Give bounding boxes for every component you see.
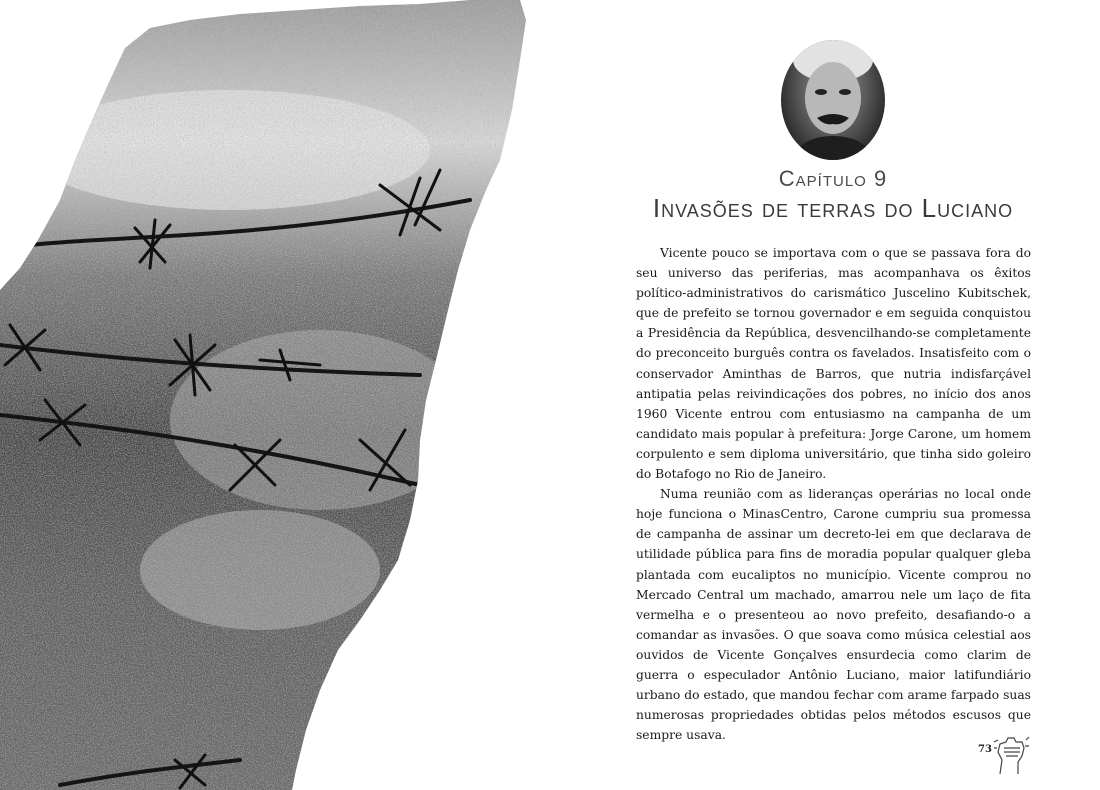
page-number: 73 [978, 744, 992, 755]
chapter-label: Capítulo 9 [778, 166, 888, 191]
paragraph: Numa reunião com as lideranças operárias no local onde hoje funciona o MinasCentro, Carone cumpriu sua promessa de campanha de assinar um decreto-lei em que declarava de utilidade pública para fins de moradia popular qualquer gleba plantada com eucaliptos no município. Vicente comprou no Mercado Central um machado, amarrou nele um laço de fita vermelha e o presenteou ao novo prefeito, desafiando-o a comandar as invasões. O que soava como música celestial aos ouvidos de Vicente Gonçalves ensurdecia como clarim de guerra o especulador Antônio Luciano, maior latifundiário urbano do estado, que mandou fechar com arame farpado suas numerosas propriedades obtidas pelos métodos escusos que sempre usava. [636, 487, 1031, 743]
paragraph: Vicente pouco se importava com o que se passava fora do seu universo das periferias, mas acompanhava os êxitos político-administrativos do carismático Juscelino Kubitschek, que de prefeito se tornou governador e em seguida conquistou a Presidência da República, desvencilhando-se completamente do preconceito burguês contra os favelados. Insatisfeito com o conservador Aminthas de Barros, que nutria indisfarçável antipatia pelas reivindicações dos pobres, no início dos anos 1960 Vicente entrou com entusiasmo na campanha de um candidato mais popular à prefeitura: Jorge Carone, um homem corpulento e sem diploma universitário, que tinha sido goleiro do Botafogo no Rio de Janeiro. [636, 246, 1031, 482]
chapter-body [636, 243, 1031, 745]
chapter-title: Invasões de terras do Luciano [652, 193, 1014, 223]
raised-fist-logo-icon [992, 734, 1030, 776]
portrait-illustration [781, 40, 885, 160]
text-page [550, 0, 1100, 790]
author-portrait [781, 40, 885, 160]
